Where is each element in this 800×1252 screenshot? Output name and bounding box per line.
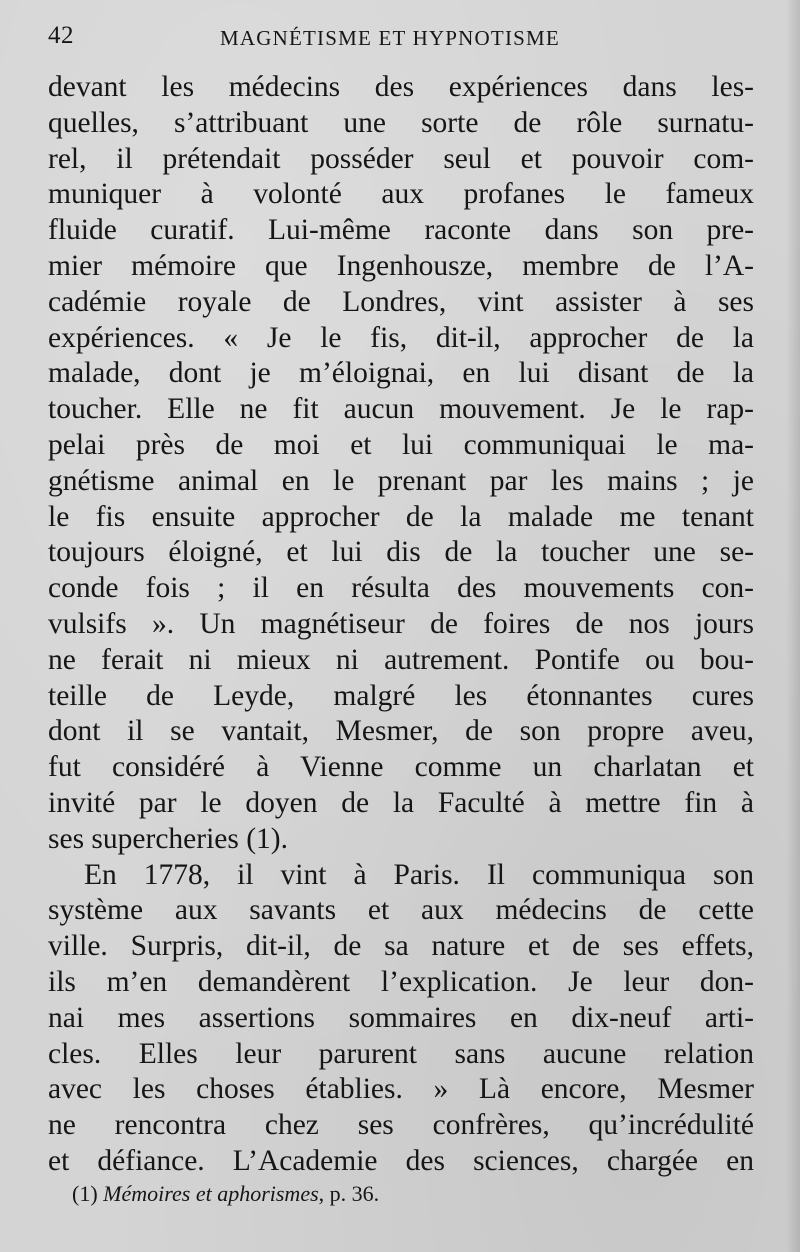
text-line: invité par le doyen de la Faculté à mettre fin à	[48, 786, 754, 819]
running-title: MAGNÉTISME ET HYPNOTISME	[220, 26, 560, 50]
text-line: gnétisme animal en le prenant par les mains ; je	[48, 464, 754, 497]
page-header	[48, 22, 752, 56]
text-line: teille de Leyde, malgré les étonnantes cures	[48, 679, 754, 712]
text-line: système aux savants et aux médecins de cette	[48, 894, 754, 927]
text-line: malade, dont je m’éloignai, en lui disant de la	[48, 357, 754, 390]
text-line: toujours éloigné, et lui dis de la toucher une se-	[48, 536, 754, 569]
text-line: ne rencontra chez ses confrères, qu’incrédulité	[48, 1109, 754, 1142]
text-line: ils m’en demandèrent l’explication. Je leur don-	[48, 965, 754, 998]
text-line: fut considéré à Vienne comme un charlatan et	[48, 751, 754, 784]
text-line: le fis ensuite approcher de la malade me tenant	[48, 500, 754, 533]
text-line: ne ferait ni mieux ni autrement. Pontife ou bou-	[48, 643, 754, 676]
text-line: mier mémoire que Ingenhousze, membre de l’A-	[48, 249, 754, 282]
text-line: devant les médecins des expériences dans les-	[48, 71, 754, 103]
text-line: fluide curatif. Lui-même raconte dans son pre-	[48, 214, 754, 247]
text-line: quelles, s’attribuant une sorte de rôle surnatu-	[48, 106, 754, 139]
text-line: rel, il prétendait posséder seul et pouvoir com-	[48, 142, 754, 175]
footnote-marker: (1)	[72, 1181, 98, 1206]
text-line: nai mes assertions sommaires en dix-neuf arti-	[48, 1001, 754, 1034]
paragraph-first-line: En 1778, il vint à Paris. Il communiqua son	[84, 858, 754, 891]
body-text	[48, 70, 754, 1180]
page-edge-shadow	[786, 0, 800, 1252]
text-line: pelai près de moi et lui communiquai le ma-	[48, 428, 754, 461]
paragraph-last-line: ses supercheries (1).	[48, 822, 289, 855]
text-line: muniquer à volonté aux profanes le fameux	[48, 178, 754, 211]
footnote-reference: , p. 36.	[318, 1181, 380, 1206]
text-line: ville. Surpris, dit-il, de sa nature et de ses effets,	[48, 930, 754, 963]
text-line: conde fois ; il en résulta des mouvements con-	[48, 572, 754, 605]
text-line: vulsifs ». Un magnétiseur de foires de nos jours	[48, 607, 754, 640]
footnote-title: Mémoires et aphorismes	[103, 1181, 319, 1206]
text-line: dont il se vantait, Mesmer, de son propre aveu,	[48, 715, 754, 748]
footnote	[72, 1180, 712, 1208]
text-line: cadémie royale de Londres, vint assister à ses	[48, 285, 754, 318]
text-line: toucher. Elle ne fit aucun mouvement. Je le rap-	[48, 393, 754, 426]
text-line: et défiance. L’Academie des sciences, chargée en	[48, 1144, 754, 1177]
text-line: cles. Elles leur parurent sans aucune relation	[48, 1037, 754, 1070]
page-number: 42	[48, 22, 74, 49]
text-line: avec les choses établies. » Là encore, Mesmer	[48, 1073, 754, 1106]
text-line: expériences. « Je le fis, dit-il, approcher de la	[48, 321, 754, 354]
